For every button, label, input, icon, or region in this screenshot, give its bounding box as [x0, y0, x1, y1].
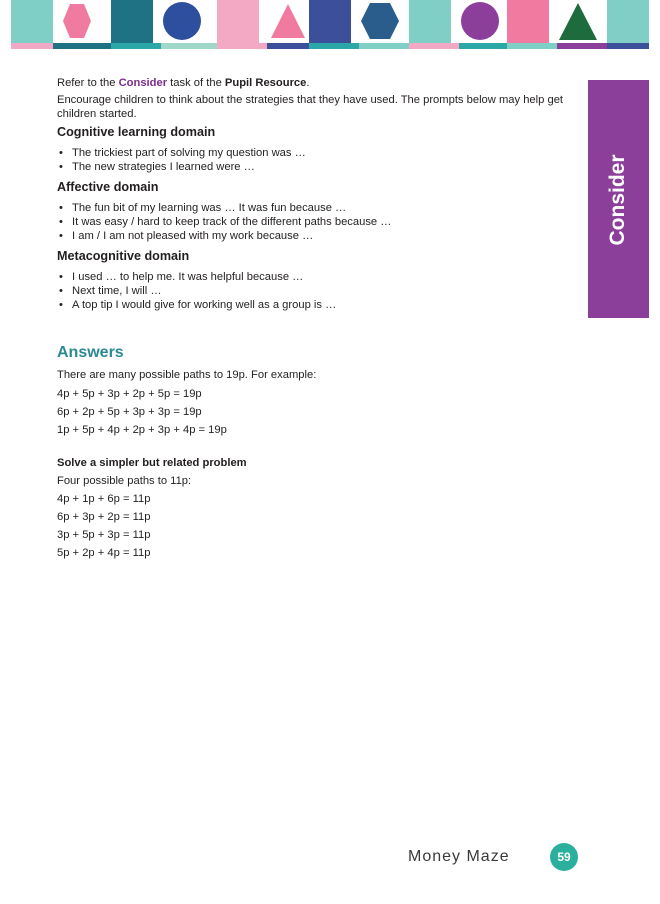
answers-heading: Answers: [57, 344, 124, 361]
stripe: [459, 43, 507, 49]
mint-tile: [11, 0, 53, 43]
sub-lead: Four possible paths to 11p:: [57, 475, 192, 487]
dark-teal-tile: [111, 0, 153, 43]
consider-highlight: Consider: [118, 77, 168, 89]
circle-tile: [161, 0, 203, 43]
domain-heading: Cognitive learning domain: [57, 125, 216, 139]
list-item: • I am / I am not pleased with my work because …: [57, 229, 577, 243]
hexagon-tile: [53, 0, 95, 43]
triangle-icon: [557, 0, 599, 43]
stripe: [409, 43, 459, 49]
triangle-tile: [267, 0, 309, 43]
pink-tile: [507, 0, 549, 43]
circle-icon: [161, 0, 203, 43]
stripe: [53, 43, 111, 49]
prompt-list: [57, 146, 577, 174]
stripe: [11, 43, 53, 49]
stripe: [267, 43, 309, 49]
path-line: 4p + 5p + 3p + 2p + 5p = 19p: [57, 388, 202, 400]
blue-tile: [309, 0, 351, 43]
domain-heading: Metacognitive domain: [57, 249, 190, 263]
stripe: [607, 43, 649, 49]
list-item: • The trickiest part of solving my question was …: [57, 146, 577, 160]
hexagon-icon: [359, 0, 401, 43]
path-line: 4p + 1p + 6p = 11p: [57, 493, 151, 505]
pink-tile: [217, 0, 259, 43]
side-tab-label: Consider: [606, 154, 629, 246]
list-item: • I used … to help me. It was helpful because …: [57, 270, 577, 284]
list-item: • The fun bit of my learning was … It was fun because …: [57, 201, 577, 215]
page-number-badge: 59: [550, 843, 578, 871]
stripe: [557, 43, 607, 49]
prompt-list: [57, 201, 577, 243]
mint-tile: [409, 0, 451, 43]
hexagon-blue-tile: [359, 0, 401, 43]
path-line: 6p + 2p + 5p + 3p + 3p = 19p: [57, 406, 202, 418]
stripe: [309, 43, 359, 49]
intro-text: task of the: [167, 77, 225, 89]
stripe: [111, 43, 161, 49]
list-item: • The new strategies I learned were …: [57, 160, 577, 174]
answers-lead: There are many possible paths to 19p. For example:: [57, 369, 317, 381]
list-item: • A top tip I would give for working well as a group is …: [57, 298, 577, 312]
domain-heading: Affective domain: [57, 180, 159, 194]
intro-text: Refer to the: [57, 77, 119, 89]
pupil-resource-label: Pupil Resource: [224, 77, 307, 89]
intro-line: [57, 76, 577, 90]
triangle-icon: [267, 0, 309, 43]
hexagon-icon: [53, 0, 95, 43]
stripe: [359, 43, 409, 49]
stripe: [507, 43, 557, 49]
side-tab: [588, 80, 649, 318]
circle-purple-tile: [459, 0, 501, 43]
prompt-list: [57, 270, 577, 312]
sub-heading: Solve a simpler but related problem: [57, 457, 247, 469]
path-line: 3p + 5p + 3p = 11p: [57, 529, 151, 541]
mint-tile: [607, 0, 649, 43]
circle-icon: [459, 0, 501, 43]
list-item: • It was easy / hard to keep track of the different paths because …: [57, 215, 577, 229]
footer-title: Money Maze: [408, 848, 510, 865]
answers-section: [57, 344, 557, 562]
consider-section: [57, 76, 577, 318]
intro-paragraph: Encourage children to think about the strategies that they have used. The prompts below may help get children started.: [57, 94, 564, 120]
intro-text: .: [306, 77, 310, 89]
path-line: 6p + 3p + 2p = 11p: [57, 511, 151, 523]
stripe: [217, 43, 267, 49]
list-item: • Next time, I will …: [57, 284, 577, 298]
path-line: 1p + 5p + 4p + 2p + 3p + 4p = 19p: [57, 424, 227, 436]
path-line: 5p + 2p + 4p = 11p: [57, 547, 151, 559]
stripe: [161, 43, 217, 49]
header-banner: [11, 0, 649, 50]
triangle-green-tile: [557, 0, 599, 43]
